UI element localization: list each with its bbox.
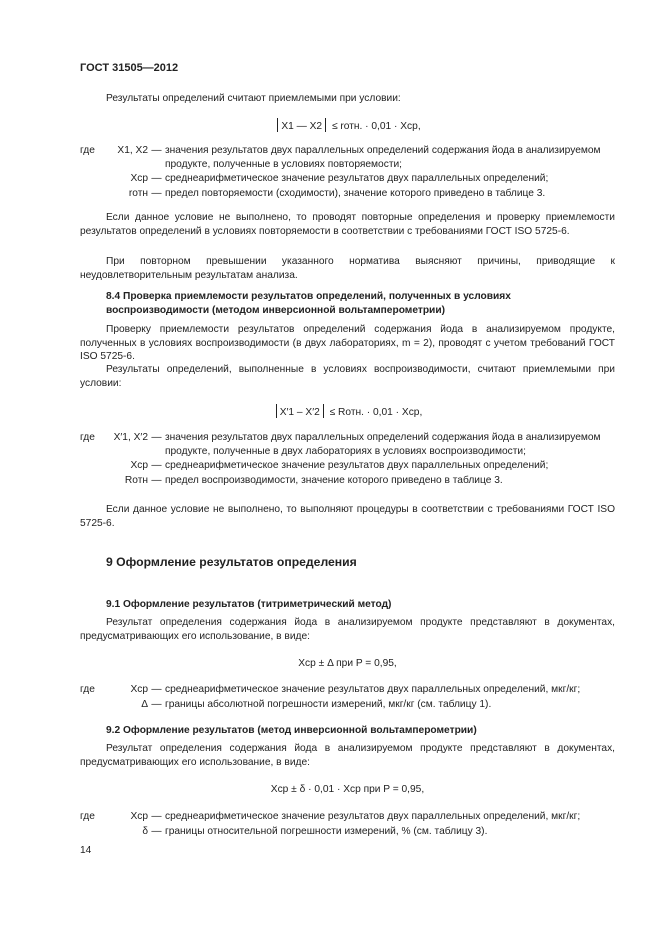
definition-symbol-text: Xср [130,811,148,822]
definition-row [80,810,620,824]
definitions-list-1 [80,144,620,201]
definition-row [80,172,620,186]
definition-symbol-text: Xср [130,460,148,472]
definition-symbol [80,810,148,824]
definition-dash: — [151,432,162,443]
definition-dash: — [151,811,162,822]
definition-dash: — [151,698,162,710]
definition-row [80,431,620,458]
formula-repeatability [80,118,615,134]
definition-text: среднеарифметическое значение результатов двух параллельных определений, мкг/кг; [165,811,581,822]
definition-dash: — [151,145,162,156]
formula-result-voltammetry: Xср ± δ · 0,01 · Xср при P = 0,95, [270,784,425,795]
definition-row [80,144,620,171]
formula-reproducibility [80,404,615,420]
page-number: 14 [80,845,92,856]
formula-rhs: ≤ rотн. · 0,01 · Xср, [331,121,421,132]
definition-symbol [80,431,148,458]
definition-symbol [80,459,148,473]
definition-text: границы относительной погрешности измерений, % (см. таблицу 3). [165,825,488,837]
page-header: ГОСТ 31505—2012 [80,62,179,74]
definition-symbol [80,474,148,488]
definition-symbol-text: Xср [130,684,148,695]
formula-lhs: X′1 – X′2 [279,407,320,418]
definition-where: где [80,684,95,695]
definition-dash: — [151,187,162,199]
definition-where: где [80,811,95,822]
definition-dash: — [151,825,162,837]
definition-row [80,474,620,488]
definition-text: значения результатов двух параллельных определений содержания йода в анализируемом продукте, полученные в двух лабораториях в условиях воспроизводимости; [165,432,601,457]
definition-symbol-text: rотн [128,187,148,199]
definition-symbol [80,187,148,201]
paragraph-reproducibility-condition: Результаты определений, выполненные в условиях воспроизводимости, считают приемлемыми при условии: [80,364,615,389]
definition-dash: — [151,684,162,695]
definition-text: среднеарифметическое значение результатов двух параллельных определений; [165,173,549,185]
definition-symbol-text: Xср [130,173,148,185]
definition-row [80,683,620,697]
definition-dash: — [151,460,162,472]
formula-lhs: X1 — X2 [281,121,323,132]
definition-symbol-text: δ [142,825,148,837]
definitions-list-3 [80,683,620,712]
section-heading-8-4: 8.4 Проверка приемлемости результатов определений, полученных в условиях воспроизводимости (методом инверсионной вольтамперометрии) [106,291,511,316]
definition-text: предел воспроизводимости, значение которого приведено в таблице 3. [165,474,503,486]
section-heading-9-1: 9.1 Оформление результатов (титриметрический метод) [106,599,392,610]
definitions-list-2 [80,431,620,488]
definition-symbol [80,825,148,839]
definition-symbol [80,144,148,171]
definition-symbol [80,698,148,712]
definition-text: значения результатов двух параллельных определений содержания йода в анализируемом продукте, полученные в условиях повторяемости; [165,145,601,170]
definition-dash: — [151,173,162,185]
paragraph-repeat-check: Если данное условие не выполнено, то проводят повторные определения и проверку приемлемости результатов определений в условиях повторяемости в соответствии с требованиями ГОСТ ISO 5725-6. [80,212,615,237]
paragraph-result-voltammetry: Результат определения содержания йода в анализируемом продукте представляют в документах, предусматривающих его использование, в виде: [80,743,615,768]
definition-symbol [80,172,148,186]
paragraph-repeat-exceed: При повторном превышении указанного норматива выясняют причины, приводящие к неудовлетворительным результатам анализа. [80,256,615,281]
definition-row [80,187,620,201]
definition-symbol-text: Rотн [124,474,148,486]
paragraph-repeatability-condition: Результаты определений считают приемлемыми при условии: [106,93,401,104]
paragraph-reproducibility-check: Проверку приемлемости результатов определений содержания йода в анализируемом продукте, полученных в условиях воспроизводимости (в двух лабораториях, m = 2), проводят с учетом требований ГОСТ ISO 5725-6. [80,324,615,363]
section-heading-9: 9 Оформление результатов определения [106,555,357,569]
definitions-list-4 [80,810,620,839]
definition-dash: — [151,474,162,486]
definition-symbol-text: Δ [141,698,148,710]
definition-symbol-text: X1, X2 [117,145,148,156]
definition-where: где [80,432,95,443]
formula-rhs: ≤ Rотн. · 0,01 · Xср, [329,407,423,418]
definition-row [80,459,620,473]
paragraph-result-titrimetric: Результат определения содержания йода в анализируемом продукте представляют в документах, предусматривающих его использование, в виде: [80,617,615,642]
definition-text: среднеарифметическое значение результатов двух параллельных определений; [165,460,549,472]
formula-result-titrimetric: Xср ± Δ при P = 0,95, [298,658,397,669]
definition-text: границы абсолютной погрешности измерений, мкг/кг (см. таблицу 1). [165,698,492,710]
paragraph-reproducibility-fail: Если данное условие не выполнено, то выполняют процедуры в соответствии с требованиями ГОСТ ISO 5725-6. [80,504,615,529]
definition-symbol [80,683,148,697]
section-heading-9-2: 9.2 Оформление результатов (метод инверсионной вольтамперометрии) [106,725,477,736]
definition-row [80,825,620,839]
definition-text: предел повторяемости (сходимости), значение которого приведено в таблице 3. [165,187,546,199]
definition-text: среднеарифметическое значение результатов двух параллельных определений, мкг/кг; [165,684,581,695]
definition-row [80,698,620,712]
definition-where: где [80,145,95,156]
definition-symbol-text: X′1, X′2 [113,432,148,443]
